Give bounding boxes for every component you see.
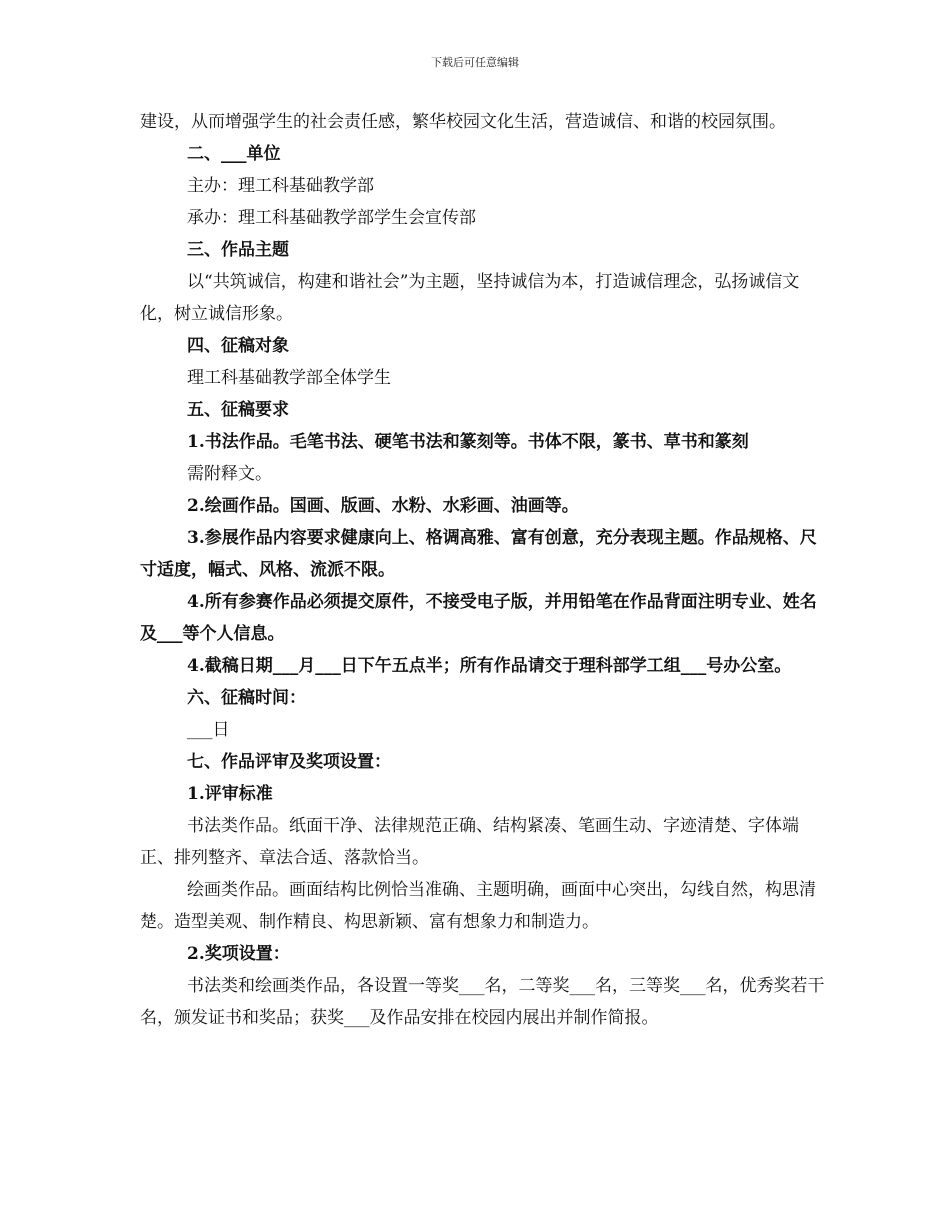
paragraph: 需附释文。 <box>187 464 272 484</box>
list-item: 3.参展作品内容要求健康向上、格调高雅、富有创意，充分表现主题。作品规格、尺寸适度，幅式、风格、流派不限。 <box>140 528 817 580</box>
paragraph: 承办：理工科基础教学部学生会宣传部 <box>187 208 476 228</box>
list-item: 4.截稿日期___月___日下午五点半；所有作品请交于理科部学工组___号办公室。 <box>187 656 792 676</box>
section-heading: 四、征稿对象 <box>187 336 289 356</box>
list-item: 4.所有参赛作品必须提交原件，不接受电子版，并用铅笔在作品背面注明专业、姓名及___等个人信息。 <box>140 592 817 644</box>
paragraph: 以“共筑诚信，构建和谐社会”为主题，坚持诚信为本，打造诚信理念，弘扬诚信文化，树立诚信形象。 <box>140 272 800 324</box>
page-header: 下载后可任意编辑 <box>431 56 519 69</box>
paragraph: 理工科基础教学部全体学生 <box>187 368 391 388</box>
section-heading: 三、作品主题 <box>187 240 289 260</box>
section-heading: 五、征稿要求 <box>187 400 289 420</box>
subsection-heading: 2.奖项设置： <box>187 944 290 964</box>
section-heading: 六、征稿时间： <box>187 688 306 708</box>
subsection-heading: 1.评审标准 <box>187 784 273 804</box>
document-body <box>140 106 826 1034</box>
paragraph: 书法类和绘画类作品，各设置一等奖___名，二等奖___名，三等奖___名，优秀奖若干名，颁发证书和奖品；获奖___及作品安排在校园内展出并制作简报。 <box>140 976 825 1028</box>
paragraph: 绘画类作品。画面结构比例恰当准确、主题明确，画面中心突出，勾线自然，构思清楚。造型美观、制作精良、构思新颖、富有想象力和制造力。 <box>140 880 816 932</box>
section-heading: 七、作品评审及奖项设置： <box>187 752 391 772</box>
paragraph: 书法类作品。纸面干净、法律规范正确、结构紧凑、笔画生动、字迹清楚、字体端正、排列整齐、章法合适、落款恰当。 <box>140 816 799 868</box>
paragraph: ___日 <box>187 720 230 740</box>
paragraph: 主办：理工科基础教学部 <box>187 176 374 196</box>
paragraph: 建设，从而增强学生的社会责任感，繁华校园文化生活，营造诚信、和谐的校园氛围。 <box>140 112 786 132</box>
list-item: 2.绘画作品。国画、版画、水粉、水彩画、油画等。 <box>187 496 579 516</box>
list-item: 1.书法作品。毛笔书法、硬笔书法和篆刻等。书体不限，篆书、草书和篆刻 <box>187 432 749 452</box>
section-heading: 二、___单位 <box>187 144 281 164</box>
